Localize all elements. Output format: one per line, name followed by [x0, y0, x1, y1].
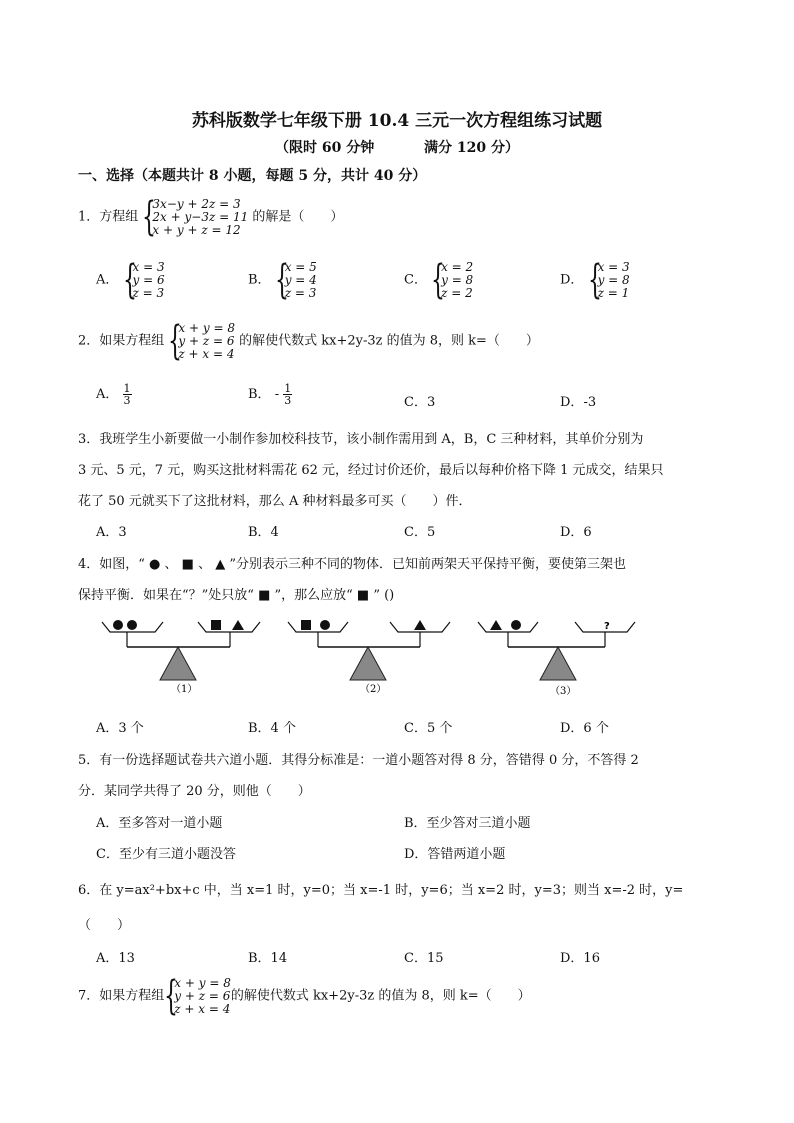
option-label: A．: [96, 272, 119, 288]
equation-line: y = 6: [132, 272, 165, 287]
equation-line: z = 2: [441, 285, 473, 300]
question-2-prefix: 2．如果方程组: [78, 333, 165, 349]
figure-label: （2）: [360, 684, 387, 695]
question-1-prefix: 1．方程组: [78, 209, 139, 225]
option-d[interactable]: D．答错两道小题: [404, 847, 506, 862]
option-c[interactable]: C．5 个: [404, 721, 453, 736]
option-c[interactable]: [404, 257, 474, 303]
question-3-line: 花了 50 元就买下了这批材料，那么 A 种材料最多可买（ ）件．: [78, 494, 472, 509]
fulcrum-icon: [350, 647, 386, 680]
option-c[interactable]: C．3: [404, 395, 436, 410]
equation-line: y + z = 6: [174, 988, 231, 1003]
option-d[interactable]: D．16: [560, 951, 600, 966]
equation-system: { x + y = 8 y + z = 6 z + x = 4: [168, 318, 235, 364]
option-d[interactable]: D．-3: [560, 395, 597, 410]
option-b[interactable]: B．4: [248, 525, 279, 540]
question-7-suffix: 的解使代数式 kx+2y-3z 的值为 8，则 k=（ ）: [230, 988, 531, 1004]
triangle-object-icon: [414, 620, 426, 630]
triangle-object-icon: [232, 620, 244, 630]
section-heading: 一、选择（本题共计 8 小题，每题 5 分，共计 40 分）: [78, 168, 427, 184]
square-object-icon: [211, 620, 221, 630]
fraction: $\frac{1}{3}$: [284, 382, 292, 407]
question-4-line: 保持平衡．如果在“？”处只放“ ■ ”，那么应放“ ■ ” (): [78, 588, 395, 603]
option-a[interactable]: A．13: [96, 951, 135, 966]
option-d[interactable]: [560, 257, 630, 303]
equation-line: 3x−y + 2z = 3: [152, 196, 241, 211]
answer-system: { x = 3 y = 6 z = 3: [122, 257, 165, 303]
question-4-line: 4．如图，“ ● 、 ■ 、 ▲ ”分别表示三种不同的物体．已知前两架天平保持平衡，要使第三架也: [78, 557, 626, 572]
option-a[interactable]: [96, 257, 165, 303]
circle-object-icon: [113, 620, 123, 630]
equation-line: y = 8: [441, 272, 474, 287]
equation-line: x + y + z = 12: [152, 222, 241, 237]
equation-line: x + y = 8: [174, 975, 231, 990]
option-b[interactable]: B．至少答对三道小题: [404, 816, 531, 831]
option-label: C．: [404, 395, 427, 410]
equation-line: z + x = 4: [178, 346, 235, 361]
figure-label: （3）: [550, 686, 577, 697]
option-c[interactable]: C．15: [404, 951, 444, 966]
option-label: D．: [560, 272, 584, 288]
equation-line: z = 3: [284, 285, 317, 300]
fulcrum-icon: [160, 647, 196, 680]
option-d[interactable]: D．6 个: [560, 721, 609, 736]
equation-line: z = 1: [597, 285, 630, 300]
equation-line: x + y = 8: [178, 320, 235, 335]
question-7: [78, 973, 531, 1019]
exam-info: [0, 137, 794, 157]
question-3-line: 3．我班学生小新要做一小制作参加校科技节，该小制作需用到 A，B，C 三种材料，其单价分别为: [78, 432, 644, 447]
page-title: 苏科版数学七年级下册 10.4 三元一次方程组练习试题: [191, 111, 603, 131]
option-label: A．: [96, 387, 119, 402]
option-a[interactable]: [96, 383, 132, 406]
question-3-line: 3 元、5 元，7 元，购买这批材料需花 62 元，经过讨价还价，最后以每种价格下降 1 元成交，结果只: [78, 463, 664, 478]
option-label: D．: [560, 395, 584, 410]
circle-object-icon: [511, 620, 521, 630]
equation-line: y + z = 6: [178, 333, 235, 348]
question-5-line: 分．某同学共得了 20 分，则他（ ）: [78, 784, 311, 799]
option-a[interactable]: A．3: [96, 525, 127, 540]
option-a[interactable]: A．3 个: [96, 721, 144, 736]
equation-line: x = 5: [284, 259, 317, 274]
figure-label: （1）: [171, 684, 198, 695]
option-a[interactable]: A．至多答对一道小题: [96, 816, 223, 831]
option-b[interactable]: [248, 257, 317, 303]
triangle-object-icon: [490, 620, 502, 630]
answer-system: { x = 5 y = 4 z = 3: [274, 257, 317, 303]
equation-line: x = 3: [597, 259, 630, 274]
option-c[interactable]: C．至少有三道小题没答: [96, 847, 236, 862]
option-label: B．: [248, 387, 271, 402]
balance-scale-1: [102, 620, 260, 695]
option-c[interactable]: C．5: [404, 525, 436, 540]
question-5-line: 5．有一份选择题试卷共六道小题．其得分标准是：一道小题答对得 8 分，答错得 0 分，不答得 2: [78, 753, 639, 768]
equation-line: y = 8: [597, 272, 630, 287]
question-2: [78, 318, 539, 364]
answer-system: { x = 2 y = 8 z = 2: [431, 257, 474, 303]
fulcrum-icon: [540, 647, 576, 680]
equation-system: { x + y = 8 y + z = 6 z + x = 4: [164, 973, 231, 1019]
equation-line: z + x = 4: [174, 1001, 231, 1016]
question-6-line: （ ）: [78, 918, 131, 933]
question-7-prefix: 7．如果方程组: [78, 988, 165, 1004]
option-b[interactable]: B．4 个: [248, 721, 296, 736]
balance-scale-3: [478, 620, 635, 697]
question-1-suffix: 的解是（ ）: [252, 209, 344, 225]
balance-scales-figure: [0, 612, 794, 702]
option-label: B．: [248, 272, 271, 288]
equation-line: z = 3: [132, 285, 165, 300]
option-b[interactable]: B． - $\frac{1}{3}$: [248, 382, 292, 407]
fraction: $\frac{1}{3}$: [123, 382, 131, 407]
question-mark-label: ?: [604, 621, 610, 632]
option-b[interactable]: B．14: [248, 951, 288, 966]
question-2-suffix: 的解使代数式 kx+2y-3z 的值为 8，则 k=（ ）: [239, 333, 539, 349]
answer-system: { x = 3 y = 8 z = 1: [587, 257, 630, 303]
time-limit: （限时 60 分钟: [275, 140, 375, 156]
question-6-line: 6．在 y=ax²+bx+c 中，当 x=1 时，y=0；当 x=-1 时，y=6；当 x=2 时，y=3；则当 x=-2 时，y=: [78, 883, 684, 898]
option-d[interactable]: D．6: [560, 525, 592, 540]
square-object-icon: [301, 620, 311, 630]
equation-line: x = 3: [132, 259, 165, 274]
circle-object-icon: [127, 620, 137, 630]
full-score: 满分 120 分）: [424, 140, 519, 156]
circle-object-icon: [320, 620, 330, 630]
balance-scale-2: [288, 620, 450, 695]
equation-system: { 3x−y + 2z = 3 2x + y−3z = 11 x + y + z = 12: [142, 194, 249, 240]
option-label: C．: [404, 272, 427, 288]
equation-line: x = 2: [441, 259, 474, 274]
question-1: [78, 194, 344, 240]
equation-line: 2x + y−3z = 11: [152, 209, 249, 224]
equation-line: y = 4: [284, 272, 317, 287]
